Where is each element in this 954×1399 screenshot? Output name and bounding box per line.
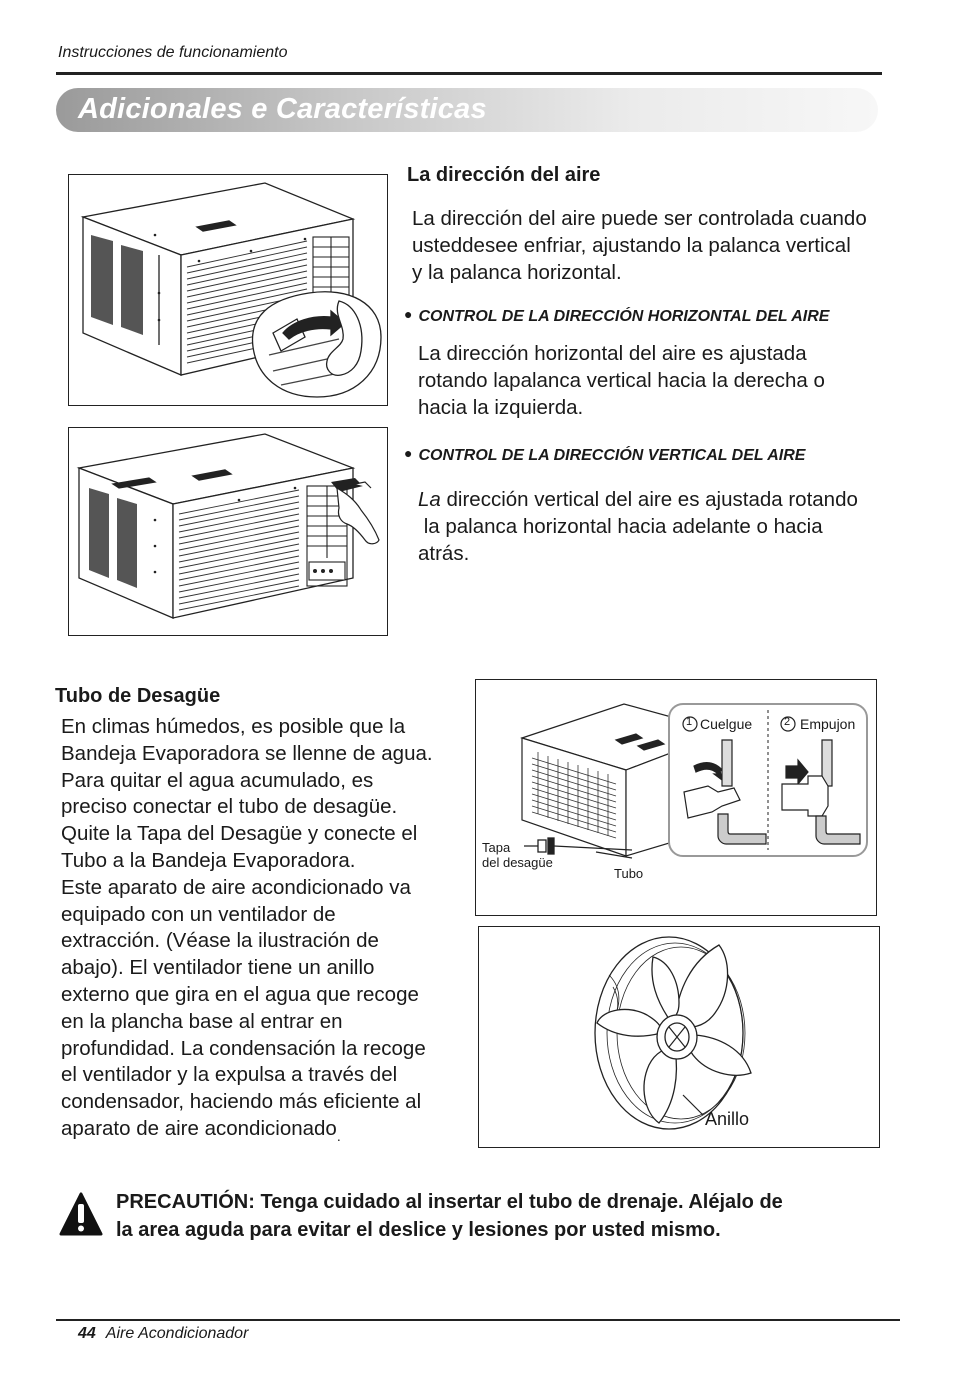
- horizontal-control-heading: [404, 306, 829, 326]
- text-first-word: La: [418, 488, 441, 511]
- step2-label: Empujon: [800, 716, 856, 732]
- figure-vertical-louver: [68, 427, 388, 636]
- ring-label: Anillo: [705, 1109, 750, 1129]
- text-line: abajo). El ventilador tiene un anillo: [61, 956, 375, 980]
- text-line: En climas húmedos, es posible que la: [61, 715, 406, 738]
- figure-horizontal-louver: [68, 174, 388, 406]
- text-line: la palanca horizontal hacia adelante o hacia: [418, 515, 823, 538]
- horizontal-control-text: [418, 340, 918, 421]
- text-line: extracción. (Véase la ilustración de: [61, 929, 379, 953]
- text-line: condensador, haciendo más eficiente al: [61, 1090, 422, 1114]
- text-line: rotando lapalanca vertical hacia la derecha o: [418, 369, 825, 392]
- text-line: el ventilador y la expulsa a través del: [61, 1063, 398, 1087]
- text-line-rest: dirección vertical del aire es ajustada rotando: [440, 488, 858, 511]
- drain-text: [61, 714, 473, 1150]
- product-name: Aire Acondicionador: [105, 1325, 249, 1342]
- vertical-control-heading: [404, 445, 805, 465]
- ac-unit-illustration-1: [69, 175, 387, 405]
- air-direction-heading: La dirección del aire: [407, 164, 601, 186]
- intro-line: y la palanca horizontal.: [412, 261, 622, 284]
- section-title: Adicionales e Características: [78, 93, 487, 125]
- horizontal-control-title: CONTROL DE LA DIRECCIÓN HORIZONTAL DEL AIRE: [418, 308, 830, 325]
- bottom-rule: [56, 1319, 900, 1321]
- running-head: Instrucciones de funcionamiento: [58, 44, 288, 61]
- text-line: en la plancha base al entrar en: [61, 1009, 343, 1033]
- caution-text: [116, 1188, 896, 1244]
- drain-cap-label-1: Tapa: [482, 840, 511, 855]
- caution-line-1: [116, 1188, 896, 1216]
- text-line: [418, 486, 918, 513]
- text-line: hacia la izquierda.: [418, 396, 584, 419]
- vertical-control-text: [418, 486, 918, 567]
- step1-label: Cuelgue: [700, 716, 753, 732]
- footer: [78, 1325, 248, 1343]
- text-line: Este aparato de aire acondicionado va: [61, 875, 411, 899]
- step2-number: 2: [784, 716, 791, 728]
- caution-label: PRECAUTIÓN:: [116, 1191, 255, 1213]
- figure-fan-ring: [478, 926, 880, 1148]
- text-line: externo que gira en el agua que recoge: [61, 982, 419, 1006]
- text-line: La dirección horizontal del aire es ajustada: [418, 342, 807, 365]
- text-line: profundidad. La condensación la recoge: [61, 1036, 426, 1060]
- section-banner: [56, 88, 878, 132]
- text-line: Quite la Tapa del Desagüe y conecte el: [61, 822, 418, 846]
- trailing-mark: .: [336, 1127, 341, 1144]
- fan-illustration: [479, 927, 879, 1147]
- intro-line: La dirección del aire puede ser controlada cuando: [412, 207, 867, 230]
- page-number: 44: [78, 1325, 96, 1342]
- text-line: [61, 1116, 473, 1150]
- text-line-last: aparato de aire acondicionado: [61, 1116, 337, 1140]
- vertical-control-title: CONTROL DE LA DIRECCIÓN VERTICAL DEL AIRE: [418, 447, 806, 464]
- text-line: equipado con un ventilador de: [61, 902, 336, 926]
- intro-line: usteddesee enfriar, ajustando la palanca vertical: [412, 234, 851, 257]
- ac-unit-illustration-2: [69, 428, 387, 635]
- top-rule: [56, 72, 882, 75]
- figure-drain-connection: [475, 679, 877, 916]
- text-line: Bandeja Evaporadora se llenne de agua.: [61, 741, 433, 765]
- caution-message-2: la area aguda para evitar el deslice y lesiones por usted mismo.: [116, 1219, 721, 1241]
- warning-icon: [57, 1190, 105, 1238]
- text-line: preciso conectar el tubo de desagüe.: [61, 795, 398, 819]
- caution-message-1: Tenga cuidado al insertar el tubo de drenaje. Aléjalo de: [254, 1191, 783, 1213]
- text-line: atrás.: [418, 542, 470, 565]
- air-direction-intro: [412, 205, 922, 286]
- tube-label: Tubo: [614, 866, 644, 881]
- step1-number: 1: [686, 716, 693, 728]
- text-line: Tubo a la Bandeja Evaporadora.: [61, 848, 356, 872]
- drain-cap-label-2: del desagüe: [482, 855, 553, 870]
- bullet-icon: ●: [404, 306, 413, 322]
- bullet-icon: ●: [404, 445, 413, 461]
- drain-heading: Tubo de Desagüe: [55, 685, 221, 707]
- text-line: Para quitar el agua acumulado, es: [61, 768, 374, 792]
